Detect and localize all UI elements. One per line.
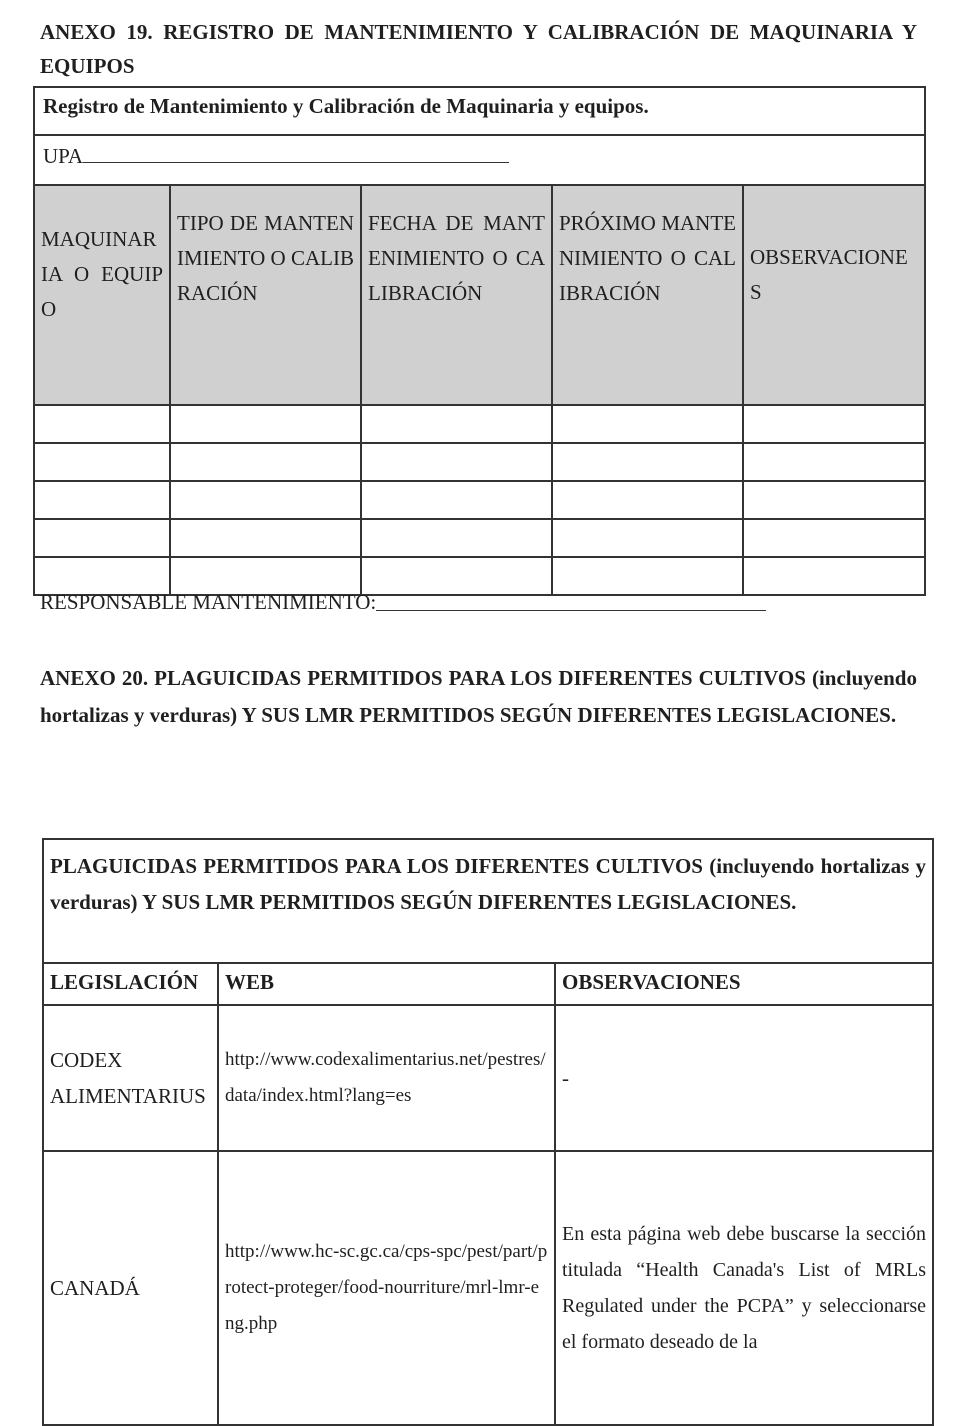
- anexo-19-heading: ANEXO 19. REGISTRO DE MANTENIMIENTO Y CALIBRACIÓN DE MAQUINARIA Y EQUIPOS: [40, 20, 917, 78]
- empty-cell: [34, 443, 170, 481]
- empty-cell: [552, 519, 743, 557]
- empty-cell: [170, 443, 361, 481]
- upa-field: [34, 135, 925, 185]
- table-row: [34, 405, 925, 443]
- empty-cell: [34, 519, 170, 557]
- empty-cell: [552, 405, 743, 443]
- empty-cell: [170, 405, 361, 443]
- col-header-maquinaria: MAQUINARIA O EQUIPO: [34, 185, 170, 405]
- legislacion-cell: CODEX ALIMENTARIUS: [43, 1005, 218, 1151]
- web-link[interactable]: http://www.hc-sc.gc.ca/cps-spc/pest/part/protect-proteger/food-nourriture/mrl-lmr-eng.php: [218, 1151, 555, 1425]
- col-header-proximo: PRÓXIMO MANTENIMIENTO O CALIBRACIÓN: [552, 185, 743, 405]
- pesticides-table-title: PLAGUICIDAS PERMITIDOS PARA LOS DIFERENTES CULTIVOS (incluyendo hortalizas y verduras) Y SUS LMR PERMITIDOS SEGÚN DIFERENTES LEGISLACIONES.: [43, 839, 933, 963]
- col-header-observaciones: OBSERVACIONES: [743, 185, 925, 405]
- table-row: [34, 481, 925, 519]
- upa-blank-line: [83, 162, 509, 163]
- empty-cell: [170, 519, 361, 557]
- pesticides-header-row: [43, 963, 933, 1005]
- empty-cell: [743, 443, 925, 481]
- observaciones-cell: -: [555, 1005, 933, 1151]
- empty-cell: [743, 481, 925, 519]
- legislacion-cell: CANADÁ: [43, 1151, 218, 1425]
- col-header-legislacion: LEGISLACIÓN: [43, 963, 218, 1005]
- empty-cell: [361, 405, 552, 443]
- empty-cell: [361, 481, 552, 519]
- table-row: [43, 1151, 933, 1425]
- observaciones-cell: En esta página web debe buscarse la sección titulada “Health Canada's List of MRLs Regulated under the PCPA” y seleccionarse el formato deseado de la: [555, 1151, 933, 1425]
- empty-cell: [361, 519, 552, 557]
- web-link[interactable]: http://www.codexalimentarius.net/pestres/data/index.html?lang=es: [218, 1005, 555, 1151]
- col-header-tipo: TIPO DE MANTENIMIENTO O CALIBRACIÓN: [170, 185, 361, 405]
- pesticides-legislation-table: [42, 838, 934, 1426]
- col-header-observaciones: OBSERVACIONES: [555, 963, 933, 1005]
- empty-cell: [743, 557, 925, 595]
- empty-cell: [743, 405, 925, 443]
- empty-cell: [743, 519, 925, 557]
- table-row: [34, 443, 925, 481]
- responsable-field: [40, 590, 766, 615]
- empty-cell: [552, 481, 743, 519]
- table-row: [43, 1005, 933, 1151]
- empty-cell: [170, 481, 361, 519]
- table-row: [34, 519, 925, 557]
- empty-cell: [361, 443, 552, 481]
- maintenance-register-table: [33, 86, 926, 596]
- anexo-20-heading: ANEXO 20. PLAGUICIDAS PERMITIDOS PARA LOS DIFERENTES CULTIVOS (incluyendo hortalizas y verduras) Y SUS LMR PERMITIDOS SEGÚN DIFERENTES LEGISLACIONES.: [40, 666, 917, 727]
- upa-label: UPA: [43, 144, 84, 168]
- register-table-title: Registro de Mantenimiento y Calibración de Maquinaria y equipos.: [34, 87, 925, 135]
- col-header-web: WEB: [218, 963, 555, 1005]
- responsable-label: RESPONSABLE MANTENIMIENTO:: [40, 590, 377, 614]
- responsable-blank-line: [376, 610, 766, 611]
- col-header-fecha: FECHA DE MANTENIMIENTO O CALIBRACIÓN: [361, 185, 552, 405]
- empty-cell: [34, 405, 170, 443]
- empty-cell: [34, 481, 170, 519]
- register-header-row: [34, 185, 925, 405]
- empty-cell: [552, 443, 743, 481]
